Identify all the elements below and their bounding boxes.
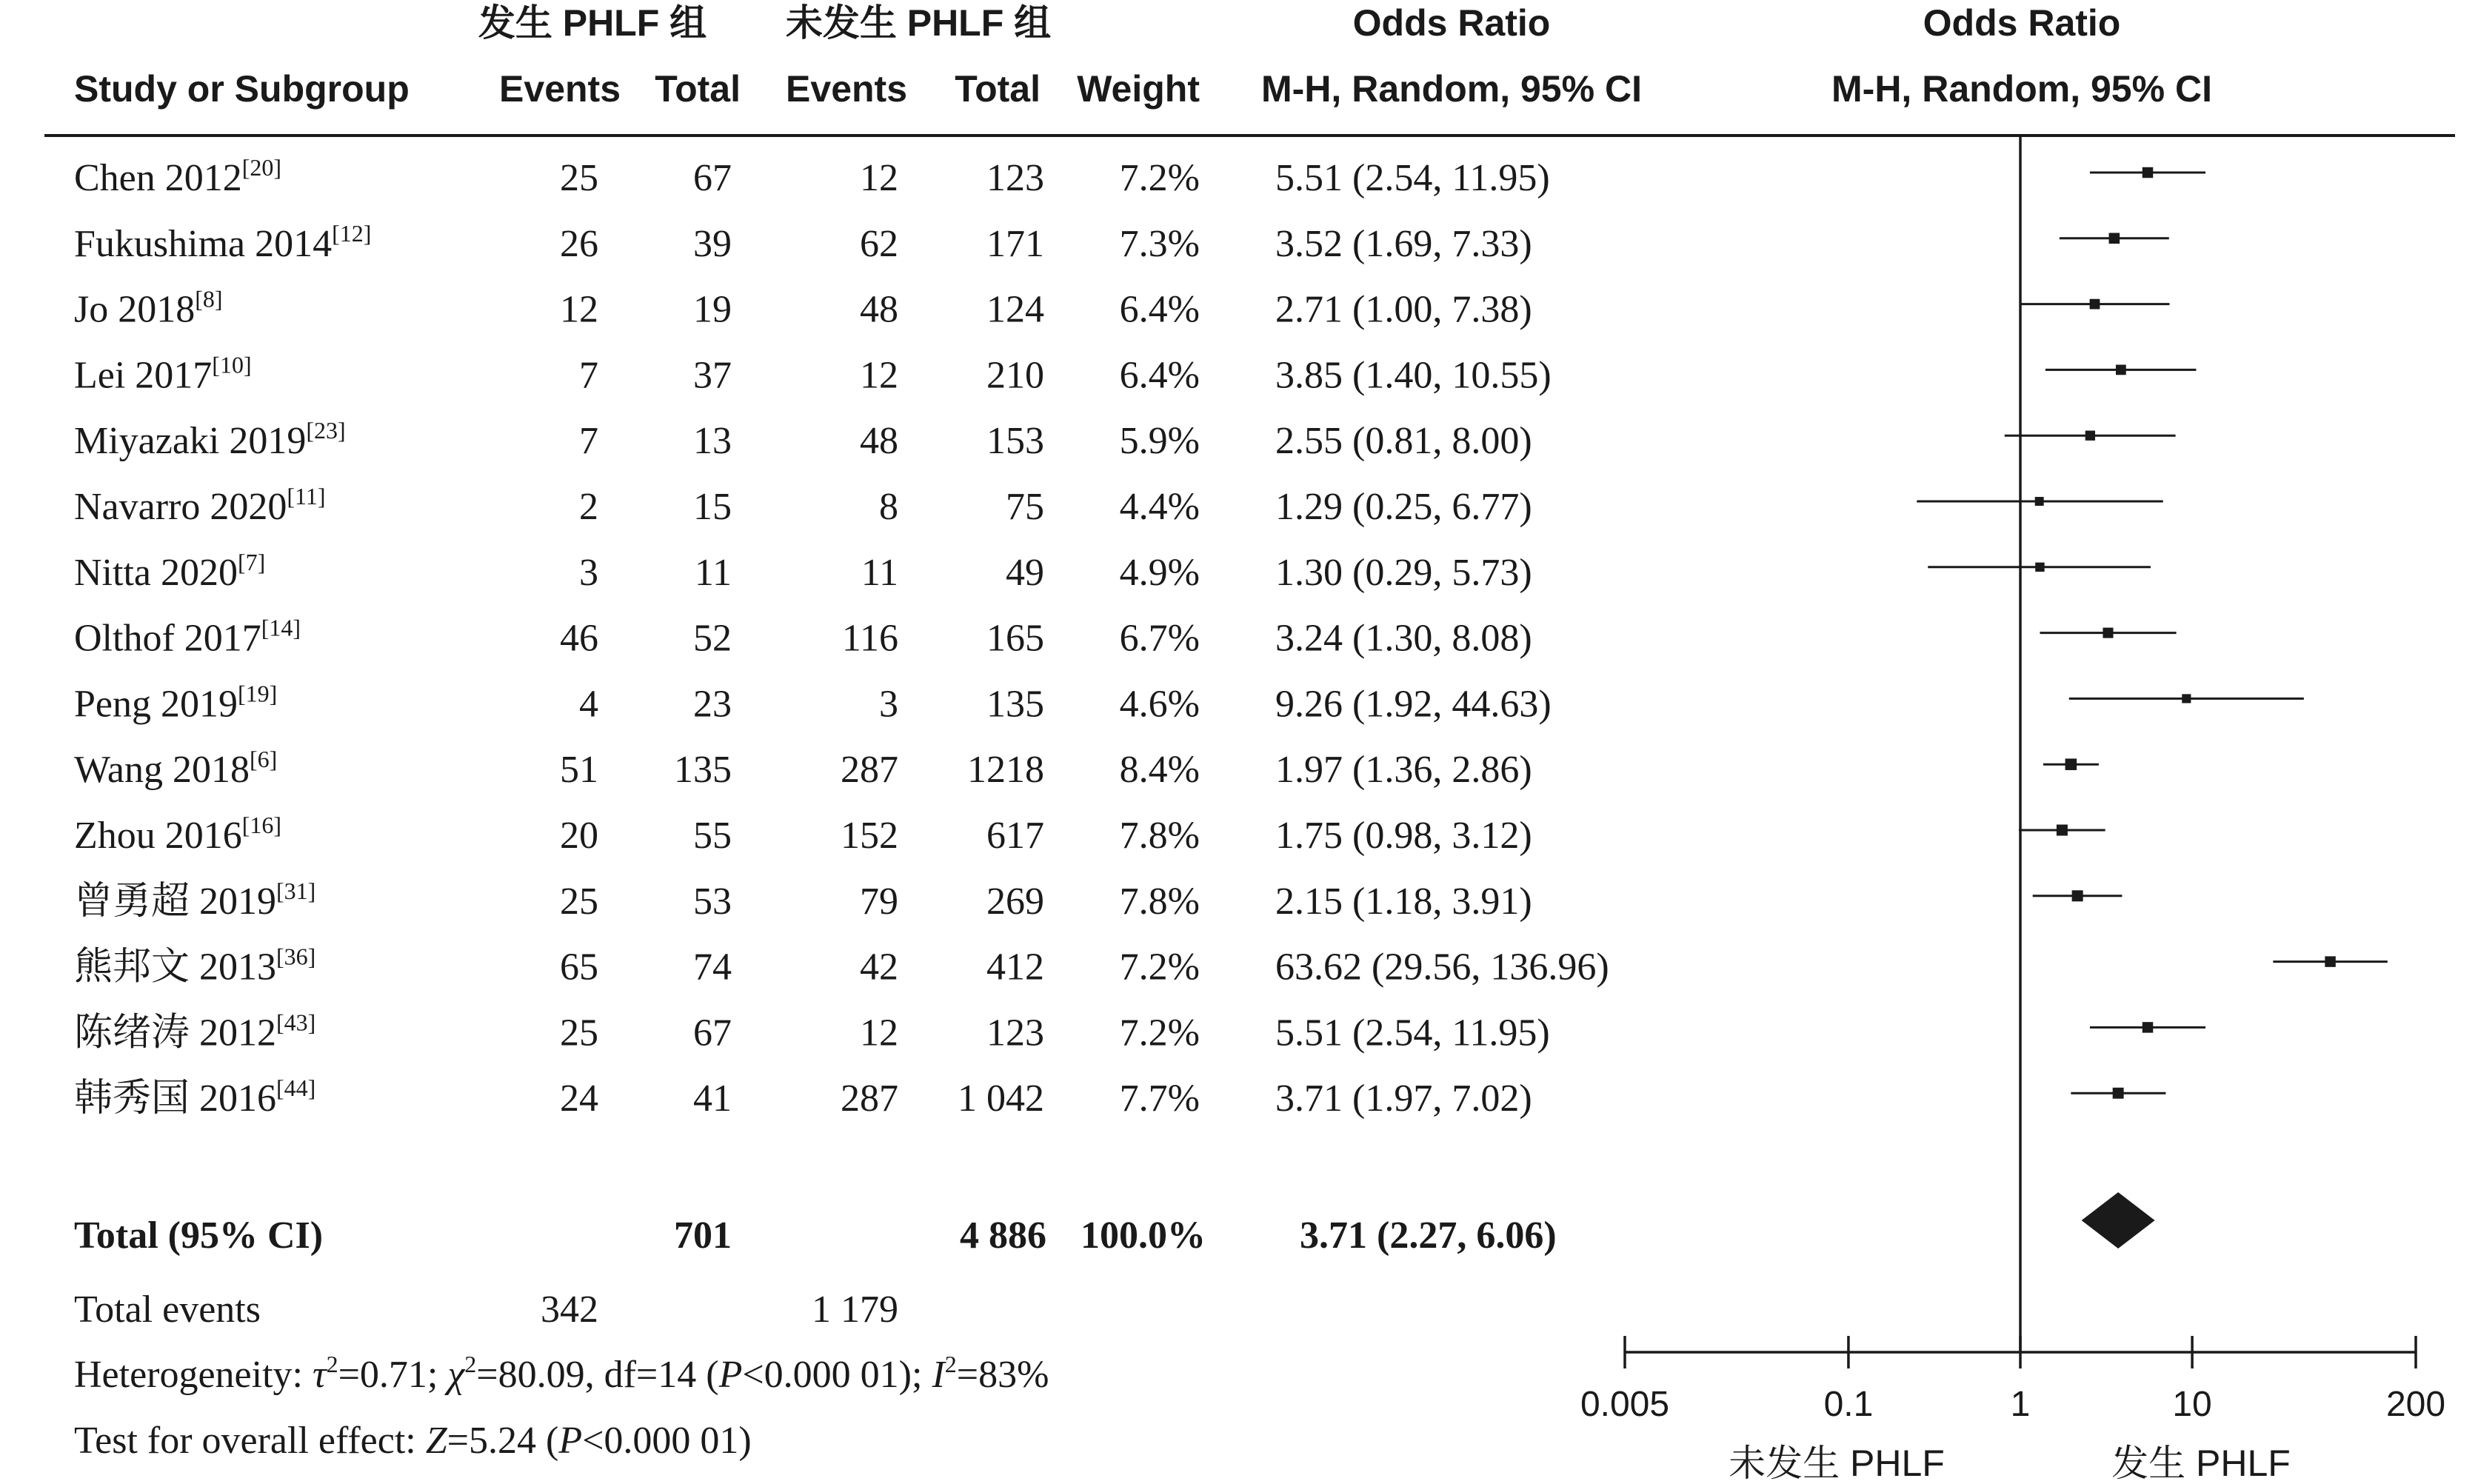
study-weight: 6.4% [1119, 288, 1200, 331]
point-estimate [2143, 167, 2153, 178]
study-ref: [43] [276, 1009, 316, 1036]
study-ref: [7] [237, 548, 266, 575]
events-e2: 1 179 [812, 1289, 898, 1331]
study-e2: 8 [879, 486, 898, 528]
study-e1: 20 [560, 815, 598, 857]
study-row [74, 549, 1532, 594]
study-ref: [6] [250, 746, 278, 773]
study-e2: 48 [860, 420, 898, 463]
study-e2: 62 [860, 222, 898, 265]
header-total1: Total [655, 68, 741, 110]
study-t2: 123 [986, 1012, 1044, 1054]
study-e2: 42 [860, 946, 898, 989]
point-estimate [2103, 628, 2113, 638]
study-t2: 617 [986, 815, 1044, 857]
study-ref: [10] [212, 351, 252, 378]
study-weight: 5.9% [1119, 420, 1200, 463]
x-tick-label: 0.1 [1823, 1385, 1874, 1424]
study-row [74, 943, 1609, 989]
study-ref: [36] [276, 943, 316, 970]
study-e1: 24 [560, 1077, 598, 1120]
axis-right-label: 发生 PHLF [2111, 1443, 2291, 1484]
study-t1: 19 [693, 288, 732, 331]
header-plot-method: M-H, Random, 95% CI [1831, 68, 2212, 110]
study-ref: [11] [287, 483, 326, 509]
study-weight: 7.8% [1119, 815, 1200, 857]
study-e1: 2 [579, 486, 598, 528]
point-estimate [2182, 694, 2191, 703]
study-weight: 7.2% [1119, 946, 1200, 989]
study-t2: 75 [1006, 486, 1044, 528]
x-tick-label: 0.005 [1580, 1385, 1670, 1424]
study-or-text: 2.71 (1.00, 7.38) [1275, 288, 1532, 331]
study-e2: 152 [841, 815, 898, 857]
point-estimate [2072, 890, 2083, 901]
study-weight: 4.4% [1119, 486, 1200, 528]
study-t2: 171 [986, 222, 1044, 265]
study-name: Nitta 2020[7] [74, 548, 266, 594]
study-or-text: 1.75 (0.98, 3.12) [1275, 815, 1532, 857]
study-e1: 25 [560, 1012, 598, 1054]
study-e2: 116 [841, 617, 898, 660]
study-or-text: 3.71 (1.97, 7.02) [1275, 1077, 1532, 1120]
x-tick-label: 10 [2172, 1385, 2212, 1424]
study-ref: [12] [332, 219, 372, 247]
study-row [74, 812, 1532, 857]
study-t2: 123 [986, 157, 1044, 199]
study-t1: 15 [693, 486, 732, 528]
x-tick-label: 200 [2385, 1385, 2446, 1424]
study-t2: 165 [986, 617, 1044, 660]
events-e1: 342 [541, 1289, 598, 1331]
study-e1: 25 [560, 157, 598, 199]
study-e1: 51 [560, 749, 598, 792]
study-row [74, 483, 1532, 528]
header-total2: Total [955, 68, 1041, 110]
study-e1: 4 [579, 683, 598, 726]
events-row [74, 1289, 898, 1331]
point-estimate [2090, 299, 2100, 310]
study-name: 陈绪涛 2012[43] [74, 1009, 316, 1054]
forest-plot [1580, 136, 2445, 1424]
point-estimate [2113, 1088, 2124, 1099]
study-name: Wang 2018[6] [74, 746, 278, 792]
study-e2: 12 [860, 354, 898, 397]
study-e2: 287 [841, 1077, 898, 1120]
axis-left-label: 未发生 PHLF [1729, 1443, 1945, 1484]
study-name: 曾勇超 2019[31] [74, 877, 316, 923]
study-or-text: 1.30 (0.29, 5.73) [1275, 551, 1532, 594]
point-estimate [2109, 233, 2120, 244]
study-ref: [23] [306, 417, 346, 444]
study-e1: 25 [560, 880, 598, 923]
header-or-method: M-H, Random, 95% CI [1261, 68, 1642, 110]
study-weight: 4.6% [1119, 683, 1200, 726]
study-row [74, 680, 1552, 725]
study-or-text: 3.24 (1.30, 8.08) [1275, 617, 1532, 660]
study-weight: 7.3% [1119, 222, 1200, 265]
study-weight: 7.8% [1119, 880, 1200, 923]
study-t1: 11 [694, 551, 732, 594]
study-e1: 65 [560, 946, 598, 989]
study-or-text: 9.26 (1.92, 44.63) [1275, 683, 1552, 726]
study-or-text: 1.29 (0.25, 6.77) [1275, 486, 1532, 528]
header-events2: Events [786, 68, 907, 110]
study-weight: 6.7% [1119, 617, 1200, 660]
study-row [74, 286, 1532, 331]
total-label: Total (95% CI) [74, 1214, 324, 1257]
study-e1: 7 [579, 354, 598, 397]
point-estimate [2035, 497, 2044, 506]
study-t1: 53 [693, 880, 732, 923]
study-t2: 135 [986, 683, 1044, 726]
study-t2: 210 [986, 354, 1044, 397]
study-or-text: 5.51 (2.54, 11.95) [1275, 1012, 1550, 1054]
study-t1: 13 [693, 420, 732, 463]
study-or-text: 63.62 (29.56, 136.96) [1275, 946, 1609, 989]
study-name: Miyazaki 2019[23] [74, 417, 346, 463]
header-study: Study or Subgroup [74, 68, 410, 110]
study-t1: 41 [693, 1077, 732, 1120]
total-t1: 701 [674, 1214, 732, 1257]
study-t2: 412 [986, 946, 1044, 989]
point-estimate [2325, 956, 2335, 966]
study-t2: 269 [986, 880, 1044, 923]
study-e1: 46 [560, 617, 598, 660]
study-ref: [14] [261, 614, 301, 641]
overall-effect-text: Test for overall effect: Z=5.24 (P<0.000 01) [74, 1420, 752, 1462]
study-name: Fukushima 2014[12] [74, 219, 372, 265]
study-e1: 12 [560, 288, 598, 331]
study-t1: 37 [693, 354, 732, 397]
study-e2: 79 [860, 880, 898, 923]
study-e2: 12 [860, 1012, 898, 1054]
study-row [74, 746, 1532, 791]
study-or-text: 3.85 (1.40, 10.55) [1275, 354, 1552, 397]
study-e2: 48 [860, 288, 898, 331]
study-ref: [44] [276, 1074, 316, 1102]
total-weight: 100.0% [1081, 1214, 1206, 1257]
header-plot-title: Odds Ratio [1923, 2, 2121, 44]
point-estimate [2116, 365, 2126, 375]
study-or-text: 1.97 (1.36, 2.86) [1275, 749, 1532, 792]
study-name: Zhou 2016[16] [74, 812, 282, 857]
study-weight: 7.2% [1119, 157, 1200, 199]
study-t2: 153 [986, 420, 1044, 463]
study-t1: 55 [693, 815, 732, 857]
header-or-title: Odds Ratio [1352, 2, 1551, 44]
study-row [74, 154, 1550, 199]
study-row [74, 1074, 1532, 1120]
study-t1: 74 [693, 946, 732, 989]
study-t2: 124 [986, 288, 1044, 331]
study-weight: 8.4% [1119, 749, 1200, 792]
study-e1: 3 [579, 551, 598, 594]
study-t2: 1 042 [958, 1077, 1044, 1120]
study-ref: [16] [241, 812, 282, 838]
header-weight: Weight [1077, 68, 1200, 110]
study-t1: 52 [693, 617, 732, 660]
point-estimate [2143, 1022, 2153, 1032]
study-t2: 1218 [967, 749, 1044, 792]
point-estimate [2035, 563, 2044, 572]
study-row [74, 1009, 1550, 1054]
study-ref: [8] [195, 285, 223, 312]
study-name: 熊邦文 2013[36] [74, 943, 316, 989]
study-ref: [19] [238, 680, 278, 707]
study-or-text: 2.15 (1.18, 3.91) [1275, 880, 1532, 923]
total-or-text: 3.71 (2.27, 6.06) [1300, 1214, 1557, 1257]
study-row [74, 878, 1532, 923]
study-e1: 7 [579, 420, 598, 463]
study-name: 韩秀国 2016[44] [74, 1074, 316, 1120]
header-group2: 未发生 PHLF 组 [785, 2, 1052, 44]
study-weight: 7.2% [1119, 1012, 1200, 1054]
study-t1: 23 [693, 683, 732, 726]
study-or-text: 2.55 (0.81, 8.00) [1275, 420, 1532, 463]
x-tick-label: 1 [2010, 1385, 2031, 1424]
study-t2: 49 [1006, 551, 1044, 594]
study-t1: 39 [693, 222, 732, 265]
point-estimate [2065, 758, 2077, 770]
study-name: Chen 2012[20] [74, 154, 282, 199]
study-row [74, 351, 1552, 396]
study-weight: 6.4% [1119, 354, 1200, 397]
study-name: Jo 2018[8] [74, 285, 223, 331]
heterogeneity-text: Heterogeneity: $\tau^2=0.71$; $\chi^2=80.09$, df=14 (P<0.000 01); $I^2=83\%$ [74, 1351, 1049, 1396]
point-estimate [2057, 824, 2068, 835]
header-group1: 发生 PHLF 组 [478, 2, 707, 44]
study-t1: 67 [693, 157, 732, 199]
total-t2: 4 886 [960, 1214, 1046, 1257]
study-e1: 26 [560, 222, 598, 265]
study-row [74, 417, 1532, 462]
study-weight: 4.9% [1119, 551, 1200, 594]
pooled-diamond [2082, 1192, 2155, 1249]
study-name: Olthof 2017[14] [74, 614, 301, 660]
study-t1: 135 [674, 749, 732, 792]
study-or-text: 3.52 (1.69, 7.33) [1275, 222, 1532, 265]
study-row [74, 220, 1532, 265]
study-e2: 287 [841, 749, 898, 792]
study-name: Peng 2019[19] [74, 680, 278, 726]
study-weight: 7.7% [1119, 1077, 1200, 1120]
study-ref: [20] [241, 154, 282, 181]
study-e2: 11 [861, 551, 898, 594]
study-t1: 67 [693, 1012, 732, 1054]
total-row [74, 1214, 1557, 1257]
events-label: Total events [74, 1289, 261, 1331]
point-estimate [2085, 431, 2095, 441]
study-or-text: 5.51 (2.54, 11.95) [1275, 157, 1550, 199]
study-row [74, 615, 1532, 660]
study-rows [74, 154, 1609, 1120]
study-e2: 3 [879, 683, 898, 726]
study-name: Navarro 2020[11] [74, 483, 326, 528]
study-e2: 12 [860, 157, 898, 199]
header-events1: Events [499, 68, 621, 110]
study-ref: [31] [276, 877, 316, 904]
study-name: Lei 2017[10] [74, 351, 252, 397]
